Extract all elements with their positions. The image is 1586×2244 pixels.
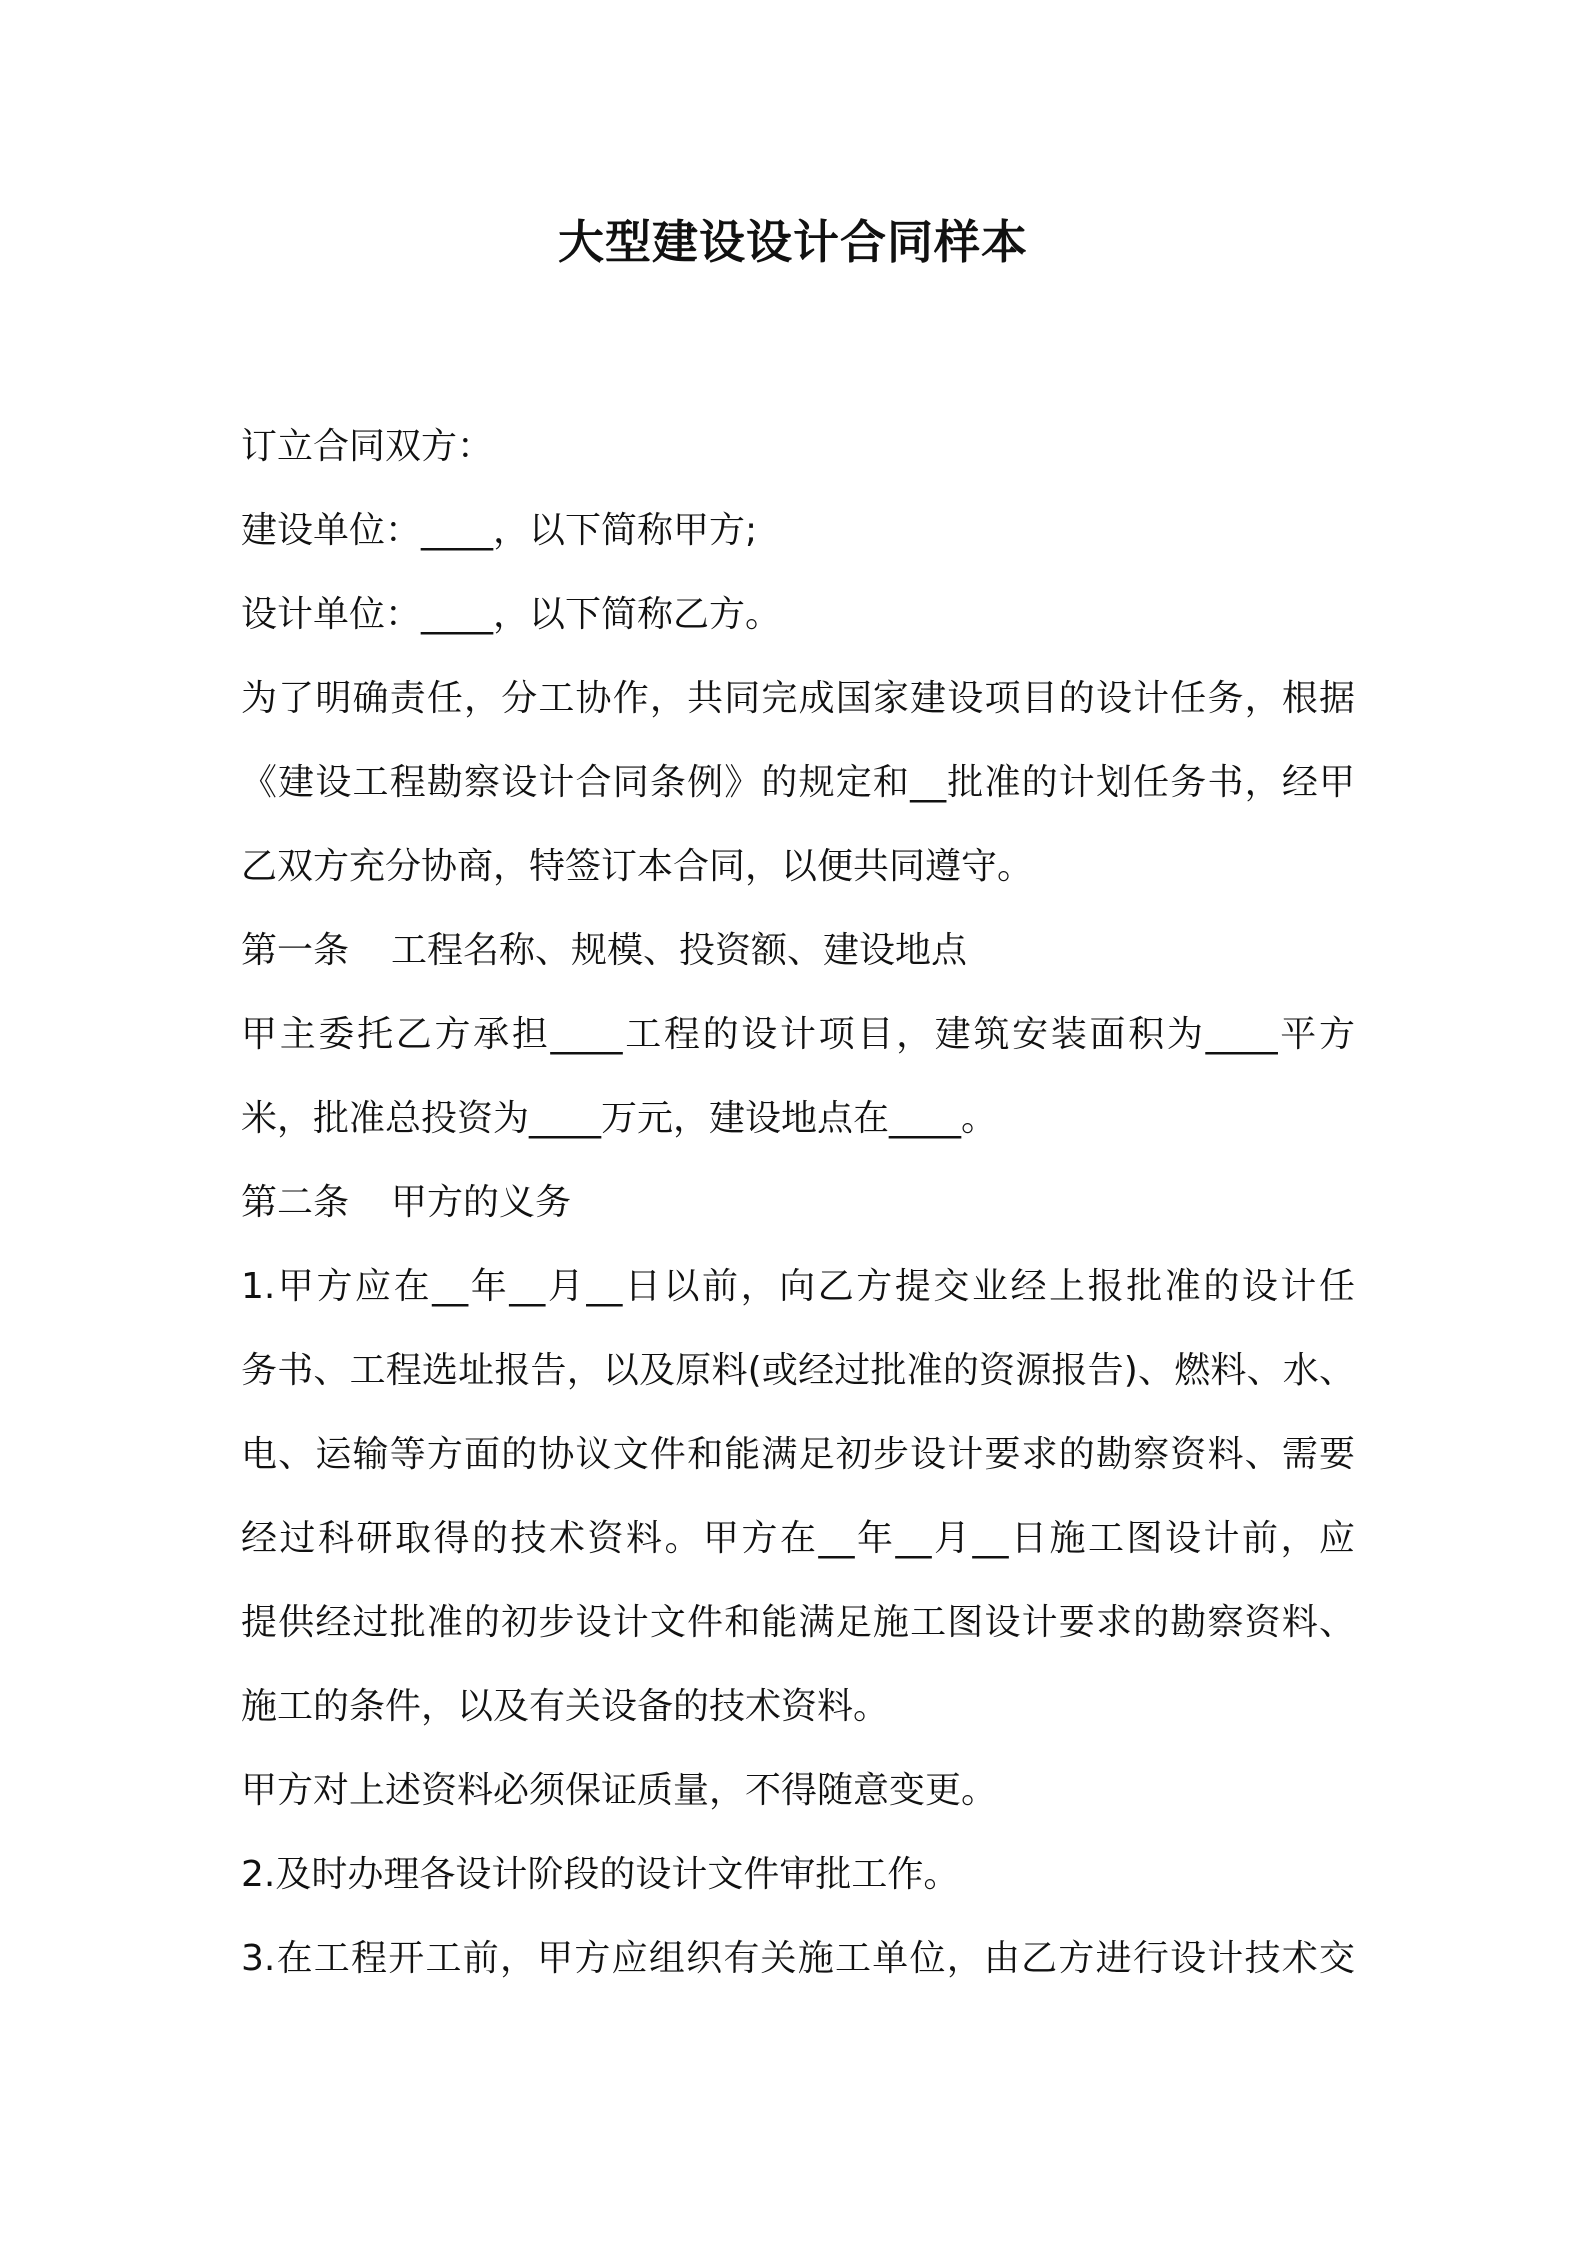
article-2-heading: [241, 1161, 1355, 1245]
article-2-item-1-line-6: 施工的条件，以及有关设备的技术资料。: [241, 1686, 890, 1727]
article-1-title: 工程名称、规模、投资额、建设地点: [391, 930, 968, 971]
article-2-item-1-line-5: 提供经过批准的初步设计文件和能满足施工图设计要求的勘察资料、: [241, 1602, 1355, 1643]
article-2-title: 甲方的义务: [391, 1182, 572, 1223]
article-2-item-1-line-3: 电、运输等方面的协议文件和能满足初步设计要求的勘察资料、需要: [241, 1434, 1355, 1475]
parties-intro: 订立合同双方：: [241, 426, 494, 467]
article-2-item-3: 3.在工程开工前，甲方应组织有关施工单位，由乙方进行设计技术交: [241, 1938, 1355, 1979]
party-a-line: 建设单位：____，以下简称甲方;: [241, 510, 758, 551]
article-2-number: 第二条: [241, 1182, 350, 1223]
article-2-item-1-line-1: 1.甲方应在__年__月__日以前，向乙方提交业经上报批准的设计任: [241, 1266, 1355, 1307]
preamble-line-3: 乙双方充分协商，特签订本合同，以便共同遵守。: [241, 846, 1034, 887]
article-1-line-2: 米，批准总投资为____万元，建设地点在____。: [241, 1098, 998, 1139]
document-body: [241, 405, 1355, 2001]
document-title: 大型建设设计合同样本: [558, 215, 1028, 269]
article-1-heading: [241, 909, 1355, 993]
article-2-quality-note: 甲方对上述资料必须保证质量，不得随意变更。: [241, 1770, 998, 1811]
article-2-item-2: 2.及时办理各设计阶段的设计文件审批工作。: [241, 1854, 960, 1895]
party-b-line: 设计单位：____，以下简称乙方。: [241, 594, 782, 635]
article-1-line-1: 甲主委托乙方承担____工程的设计项目，建筑安装面积为____平方: [241, 1014, 1355, 1055]
preamble-line-2: 《建设工程勘察设计合同条例》的规定和__批准的计划任务书，经甲: [241, 762, 1355, 803]
preamble-line-1: 为了明确责任，分工协作，共同完成国家建设项目的设计任务，根据: [241, 678, 1355, 719]
article-2-item-1-line-4: 经过科研取得的技术资料。甲方在__年__月__日施工图设计前，应: [241, 1518, 1355, 1559]
article-2-item-1-line-2: 务书、工程选址报告，以及原料(或经过批准的资源报告)、燃料、水、: [241, 1350, 1355, 1391]
article-1-number: 第一条: [241, 930, 350, 971]
